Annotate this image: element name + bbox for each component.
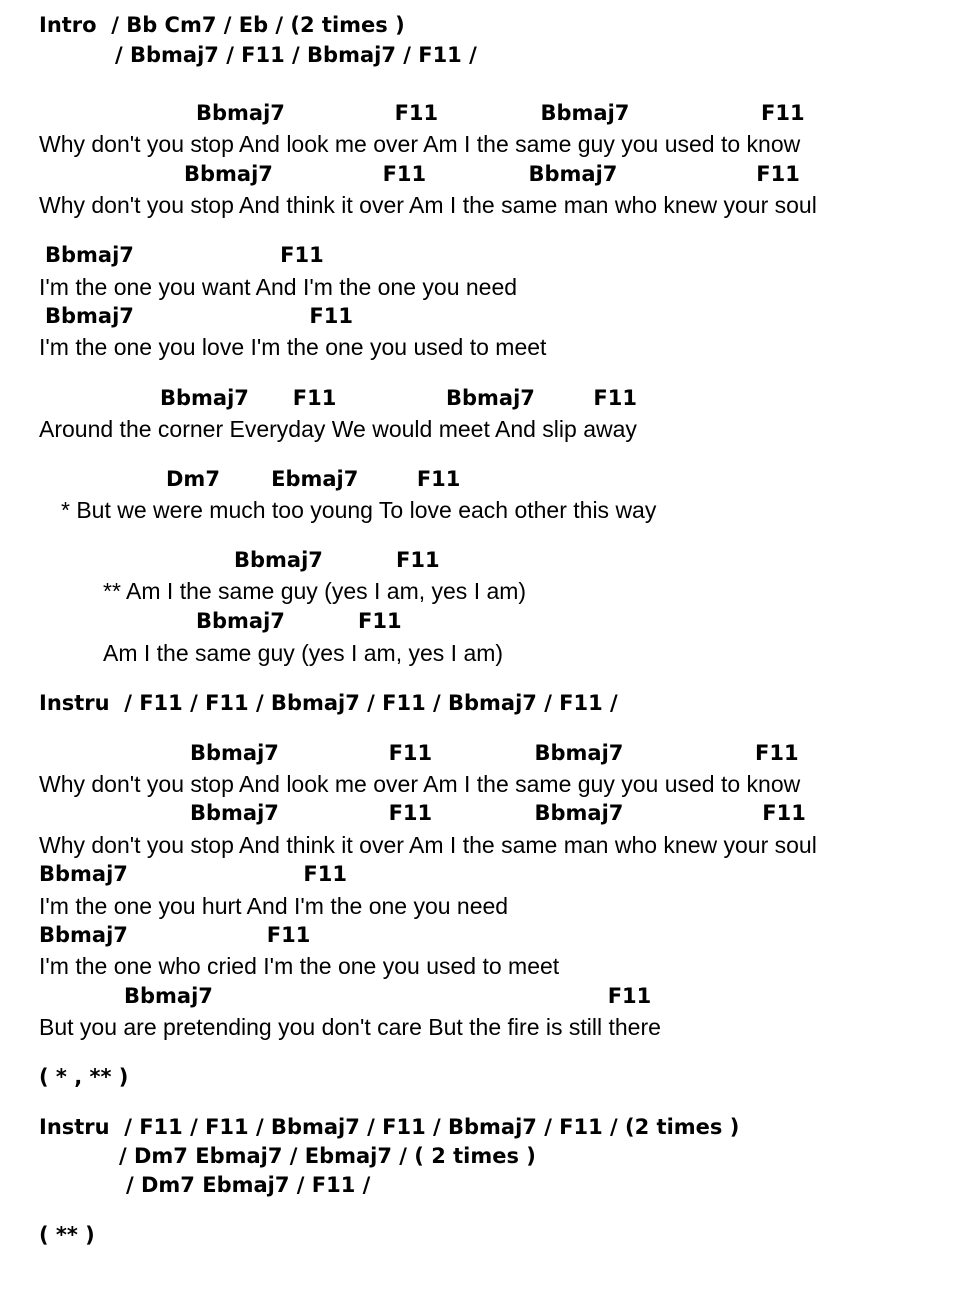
instru-line-3: / Dm7 Ebmaj7 / F11 / xyxy=(126,1173,371,1197)
chord-line: Bbmaj7 F11 xyxy=(45,243,324,267)
lyric-line: I'm the one you hurt And I'm the one you need xyxy=(39,893,509,919)
chord-line: Bbmaj7 F11 xyxy=(45,304,353,328)
chord-line: Bbmaj7 F11 Bbmaj7 F11 xyxy=(190,801,806,825)
lyric-line: I'm the one you love I'm the one you used to meet xyxy=(39,334,547,360)
intro-line: Intro / Bb Cm7 / Eb / (2 times ) xyxy=(39,13,405,37)
lyric-line: ** Am I the same guy (yes I am, yes I am) xyxy=(103,578,527,604)
chord-line: Dm7 Ebmaj7 F11 xyxy=(166,467,461,491)
instru-line-2: / Dm7 Ebmaj7 / Ebmaj7 / ( 2 times ) xyxy=(119,1144,536,1168)
chord-line: Bbmaj7 F11 Bbmaj7 F11 xyxy=(190,741,799,765)
lyric-line: Why don't you stop And look me over Am I the same guy you used to know xyxy=(39,771,801,797)
chord-line: Bbmaj7 F11 xyxy=(196,609,402,633)
lyric-line: Why don't you stop And think it over Am I the same man who knew your soul xyxy=(39,192,817,218)
lyric-line: But you are pretending you don't care But the fire is still there xyxy=(39,1014,661,1040)
chord-line: Bbmaj7 F11 Bbmaj7 F11 xyxy=(196,101,805,125)
chord-line: Bbmaj7 F11 Bbmaj7 F11 xyxy=(184,162,800,186)
lyric-line: Around the corner Everyday We would meet And slip away xyxy=(39,416,637,442)
lyric-line: * But we were much too young To love each other this way xyxy=(61,497,657,523)
repeat-marker: ( ** ) xyxy=(39,1223,95,1247)
chord-line: Bbmaj7 F11 xyxy=(234,548,440,572)
lyric-line: I'm the one who cried I'm the one you used to meet xyxy=(39,953,560,979)
chord-line: Bbmaj7 F11 Bbmaj7 F11 xyxy=(160,386,637,410)
lyric-line: Am I the same guy (yes I am, yes I am) xyxy=(103,640,504,666)
lyric-line: Why don't you stop And think it over Am I the same man who knew your soul xyxy=(39,832,817,858)
repeat-marker: ( * , ** ) xyxy=(39,1065,129,1089)
intro-line-2: / Bbmaj7 / F11 / Bbmaj7 / F11 / xyxy=(115,43,477,67)
lyric-line: I'm the one you want And I'm the one you need xyxy=(39,274,518,300)
chord-line: Bbmaj7 F11 xyxy=(39,862,347,886)
chord-line: Bbmaj7 F11 xyxy=(39,923,311,947)
lyric-line: Why don't you stop And look me over Am I the same guy you used to know xyxy=(39,131,801,157)
instru-line: Instru / F11 / F11 / Bbmaj7 / F11 / Bbmaj7 / F11 / xyxy=(39,691,618,715)
chord-line: Bbmaj7 F11 xyxy=(124,984,652,1008)
instru-line: Instru / F11 / F11 / Bbmaj7 / F11 / Bbmaj7 / F11 / (2 times ) xyxy=(39,1115,740,1139)
